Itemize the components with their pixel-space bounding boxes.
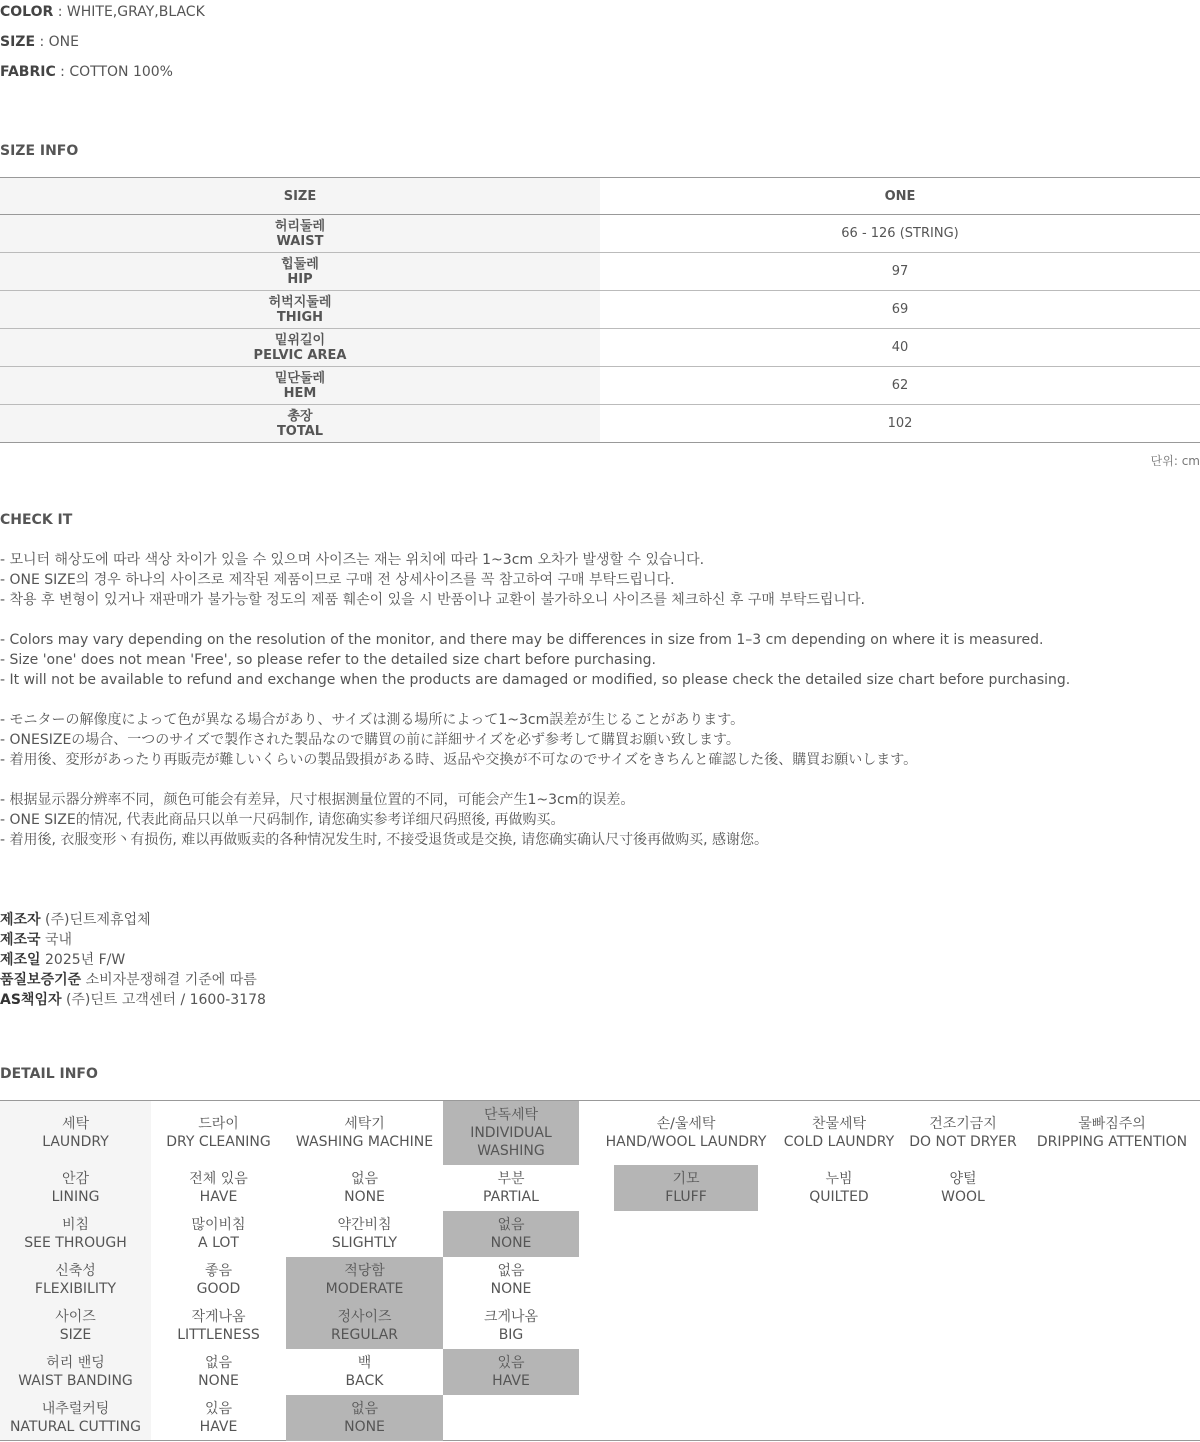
detail-option-text: NONE (490, 1235, 532, 1251)
note-line: - 根据显示器分辨率不同，颜色可能会有差异，尺寸根据测量位置的不同，可能会产生1~3cm的误差。 (0, 792, 635, 808)
detail-row-label (0, 1211, 151, 1257)
detail-option-text: WASHING MACHINE (295, 1134, 434, 1150)
manufacturer-value: 국내 (40, 932, 73, 948)
detail-option-text: LITTLENESS (177, 1327, 260, 1343)
detail-option-text: 찬물세탁 (811, 1116, 867, 1132)
detail-option-text: 없음 (497, 1217, 525, 1233)
size-table-row (0, 329, 1200, 367)
detail-option (1024, 1101, 1200, 1165)
detail-option (151, 1257, 286, 1303)
manufacturer-value: 소비자분쟁해결 기준에 따름 (81, 972, 257, 988)
detail-option (758, 1165, 920, 1211)
detail-option (151, 1303, 286, 1349)
detail-option-text: NONE (344, 1419, 385, 1435)
detail-option (443, 1257, 579, 1303)
note-line: - ONE SIZE的情况, 代表此商品只以单一尺码制作, 请您确实参考详细尺码照後, 再做购买。 (0, 812, 565, 828)
size-row-value: 102 (600, 405, 1200, 443)
detail-option-text: 부분 (497, 1171, 525, 1187)
size-row-value: 40 (600, 329, 1200, 367)
size-row-label-en: PELVIC AREA (253, 347, 347, 363)
spec-label: SIZE (0, 34, 36, 50)
detail-option-text: SLIGHTLY (331, 1235, 398, 1251)
detail-option-text: WASHING (477, 1143, 545, 1159)
detail-label-text: WAIST BANDING (18, 1373, 133, 1389)
detail-option-text: 없음 (350, 1171, 379, 1187)
detail-option (286, 1211, 443, 1257)
detail-option-text: 좋음 (204, 1263, 233, 1279)
detail-label-text: NATURAL CUTTING (9, 1419, 142, 1435)
size-row-label (0, 405, 600, 443)
detail-option-text: 단독세탁 (483, 1107, 539, 1123)
detail-row-label (0, 1165, 151, 1211)
size-row-label-ko: 총장 (287, 408, 313, 424)
size-row-value: 66 - 126 (STRING) (600, 215, 1200, 253)
detail-option (286, 1349, 443, 1395)
detail-option-text: REGULAR (330, 1327, 399, 1343)
detail-option-text: 전체 있음 (189, 1171, 248, 1187)
size-row-label-ko: 밑위길이 (274, 332, 326, 348)
detail-option-text: DRIPPING ATTENTION (1036, 1134, 1188, 1150)
size-row-label (0, 253, 600, 291)
detail-option-text: NONE (490, 1281, 532, 1297)
manufacturer-row (0, 970, 266, 990)
note-line: - It will not be available to refund and exchange when the products are damaged or modified, so please check the detailed size chart before purchasing. (0, 672, 1071, 688)
size-row-label (0, 215, 600, 253)
size-info-title: SIZE INFO (0, 143, 79, 159)
detail-option (286, 1165, 443, 1211)
detail-label-text: 허리 밴딩 (46, 1355, 105, 1371)
detail-option-text: 양털 (949, 1171, 977, 1187)
spec-value: : COTTON 100% (55, 64, 173, 80)
size-row-label (0, 291, 600, 329)
detail-option-text: INDIVIDUAL (470, 1125, 552, 1141)
detail-table (0, 1100, 1200, 1441)
size-row-label-en: HIP (287, 271, 313, 287)
note-group (0, 710, 1200, 770)
detail-label-text: 사이즈 (55, 1309, 96, 1325)
detail-row-label (0, 1395, 151, 1441)
detail-option-text: BACK (345, 1373, 384, 1389)
manufacturer-label: 제조국 (0, 932, 41, 948)
detail-option (920, 1165, 1006, 1211)
manufacturer-row (0, 950, 266, 970)
spec-color (0, 4, 205, 20)
size-row-label-ko: 힙둘레 (281, 256, 319, 272)
spec-label: COLOR (0, 4, 54, 20)
detail-option (605, 1101, 767, 1165)
spec-value: : ONE (35, 34, 79, 50)
manufacturer-value: (주)딘트제휴업체 (40, 912, 151, 928)
size-row-value: 97 (600, 253, 1200, 291)
size-row-label-ko: 허벅지둘레 (268, 294, 332, 310)
detail-option-text: HAND/WOOL LAUNDRY (605, 1134, 767, 1150)
size-row-label-ko: 허리둘레 (274, 218, 326, 234)
detail-label-text: 안감 (61, 1171, 90, 1187)
detail-option-text: HAVE (199, 1189, 238, 1205)
detail-option-text: DO NOT DRYER (909, 1134, 1017, 1150)
size-row-label-en: WAIST (276, 233, 324, 249)
detail-option-text: 없음 (497, 1263, 525, 1279)
note-group (0, 630, 1200, 690)
size-row-label-ko: 밑단둘레 (274, 370, 326, 386)
detail-label-text: 내추럴커팅 (41, 1401, 110, 1417)
detail-option-text: QUILTED (809, 1189, 869, 1205)
detail-row-label (0, 1257, 151, 1303)
detail-option-text: 세탁기 (344, 1116, 385, 1132)
detail-option (443, 1349, 579, 1395)
detail-option-text: 많이비침 (191, 1217, 246, 1233)
detail-option-text: DRY CLEANING (166, 1134, 271, 1150)
detail-option-text: NONE (198, 1373, 239, 1389)
detail-option-text: 작게나옴 (191, 1309, 246, 1325)
note-line: - モニターの解像度によって色が異なる場合があり、サイズは測る場所によって1~3cm誤差が生じることがあります。 (0, 712, 745, 728)
detail-option-text: NONE (344, 1189, 385, 1205)
detail-row-label (0, 1349, 151, 1395)
manufacturer-info (0, 910, 266, 1010)
manufacturer-label: 제조자 (0, 912, 41, 928)
detail-option (151, 1101, 286, 1165)
detail-option-text: A LOT (198, 1235, 239, 1251)
detail-option-text: COLD LAUNDRY (783, 1134, 895, 1150)
manufacturer-label: 제조일 (0, 952, 41, 968)
size-row-label-en: HEM (283, 385, 317, 401)
detail-option-text: 손/울세탁 (656, 1116, 716, 1132)
note-line: - ONE SIZE의 경우 하나의 사이즈로 제작된 제품이므로 구매 전 상세사이즈를 꼭 참고하여 구매 부탁드립니다. (0, 572, 675, 588)
detail-label-text: 세탁 (61, 1116, 90, 1132)
detail-option-text: 물빠짐주의 (1078, 1116, 1146, 1132)
detail-option-text: PARTIAL (483, 1189, 539, 1205)
spec-value: : WHITE,GRAY,BLACK (53, 4, 205, 20)
note-group (0, 550, 1200, 610)
detail-label-text: SIZE (59, 1327, 92, 1343)
detail-row-label (0, 1303, 151, 1349)
detail-option (443, 1165, 579, 1211)
note-line: - ONESIZEの場合、一つのサイズで製作された製品なので購買の前に詳細サイズを必ず参考して購買お願い致します。 (0, 732, 740, 748)
detail-row-label (0, 1101, 151, 1165)
manufacturer-row (0, 990, 266, 1010)
detail-option (443, 1303, 579, 1349)
size-table-row (0, 215, 1200, 253)
detail-option-text: 없음 (350, 1401, 379, 1417)
size-table (0, 177, 1200, 443)
detail-option-text: MODERATE (325, 1281, 404, 1297)
unit-label: 단위: cm (1150, 454, 1200, 468)
detail-option (286, 1101, 443, 1165)
detail-option-text: WOOL (941, 1189, 985, 1205)
detail-label-text: LINING (51, 1189, 100, 1205)
detail-option (151, 1395, 286, 1441)
detail-option (443, 1101, 579, 1165)
note-line: - Colors may vary depending on the resolution of the monitor, and there may be differences in size from 1–3 cm depending on where it is measured. (0, 632, 1044, 648)
detail-option-text: FLUFF (665, 1189, 707, 1205)
check-it-notes (0, 550, 1200, 870)
detail-option (614, 1165, 758, 1211)
size-row-label (0, 367, 600, 405)
spec-size (0, 34, 79, 50)
detail-option-text: 건조기금지 (929, 1116, 997, 1132)
detail-option (286, 1395, 443, 1441)
detail-option-text: HAVE (492, 1373, 530, 1389)
size-row-label-en: THIGH (276, 309, 324, 325)
detail-option-text: BIG (498, 1327, 524, 1343)
spec-fabric (0, 64, 173, 80)
detail-option (151, 1211, 286, 1257)
spec-label: FABRIC (0, 64, 56, 80)
detail-option-text: 누빔 (825, 1171, 853, 1187)
size-header-label: SIZE (0, 178, 600, 215)
manufacturer-row (0, 930, 266, 950)
detail-option-text: 백 (357, 1355, 372, 1371)
note-line: - 모니터 해상도에 따라 색상 차이가 있을 수 있으며 사이즈는 재는 위치에 따라 1~3cm 오차가 발생할 수 있습니다. (0, 552, 705, 568)
detail-option-text: HAVE (199, 1419, 238, 1435)
detail-option-text: 정사이즈 (337, 1309, 392, 1325)
detail-option-text: 약간비침 (337, 1217, 392, 1233)
note-line: - 착용 후 변형이 있거나 재판매가 불가능할 정도의 제품 훼손이 있을 시 반품이나 교환이 불가하오니 사이즈를 체크하신 후 구매 부탁드립니다. (0, 592, 865, 608)
detail-option-text: 적당함 (344, 1263, 385, 1279)
size-row-label-en: TOTAL (276, 423, 324, 439)
detail-option (758, 1101, 920, 1165)
detail-option (443, 1211, 579, 1257)
detail-label-text: LAUNDRY (42, 1134, 109, 1150)
detail-option (151, 1349, 286, 1395)
manufacturer-label: AS책임자 (0, 992, 62, 1008)
detail-option-text: GOOD (196, 1281, 241, 1297)
detail-option-text: 없음 (204, 1355, 233, 1371)
detail-option (151, 1165, 286, 1211)
manufacturer-value: (주)딘트 고객센터 / 1600-3178 (61, 992, 266, 1008)
size-header-value: ONE (600, 178, 1200, 215)
note-line: - 着用後、変形があったり再販売が難しいくらいの製品毀損がある時、返品や交換が不可なのでサイズをきちんと確認した後、購買お願いします。 (0, 752, 918, 768)
detail-info-title: DETAIL INFO (0, 1066, 98, 1082)
detail-option-text: 있음 (497, 1355, 525, 1371)
detail-label-text: SEE THROUGH (24, 1235, 127, 1251)
size-table-row (0, 367, 1200, 405)
size-row-value: 69 (600, 291, 1200, 329)
detail-option-text: 있음 (204, 1401, 233, 1417)
size-row-value: 62 (600, 367, 1200, 405)
detail-option (286, 1303, 443, 1349)
manufacturer-row (0, 910, 266, 930)
note-line: - Size 'one' does not mean 'Free', so please refer to the detailed size chart before purchasing. (0, 652, 656, 668)
size-table-row (0, 253, 1200, 291)
detail-option (909, 1101, 1017, 1165)
note-group (0, 790, 1200, 850)
detail-option-text: 크게나옴 (483, 1309, 539, 1325)
detail-option (286, 1257, 443, 1303)
check-it-title: CHECK IT (0, 512, 73, 528)
detail-option-text: 기모 (672, 1171, 700, 1187)
note-line: - 着用後, 衣服变形丶有损伤, 难以再做贩卖的各种情况发生时, 不接受退货或是交换, 请您确实确认尺寸後再做购买, 感谢您。 (0, 832, 769, 848)
manufacturer-value: 2025년 F/W (40, 952, 126, 968)
size-table-row (0, 291, 1200, 329)
detail-label-text: FLEXIBILITY (34, 1281, 117, 1297)
size-table-header (0, 178, 1200, 215)
size-table-row (0, 405, 1200, 443)
detail-label-text: 신축성 (55, 1263, 96, 1279)
detail-option-text: 드라이 (198, 1116, 239, 1132)
size-row-label (0, 329, 600, 367)
manufacturer-label: 품질보증기준 (0, 972, 82, 988)
detail-label-text: 비침 (61, 1217, 90, 1233)
